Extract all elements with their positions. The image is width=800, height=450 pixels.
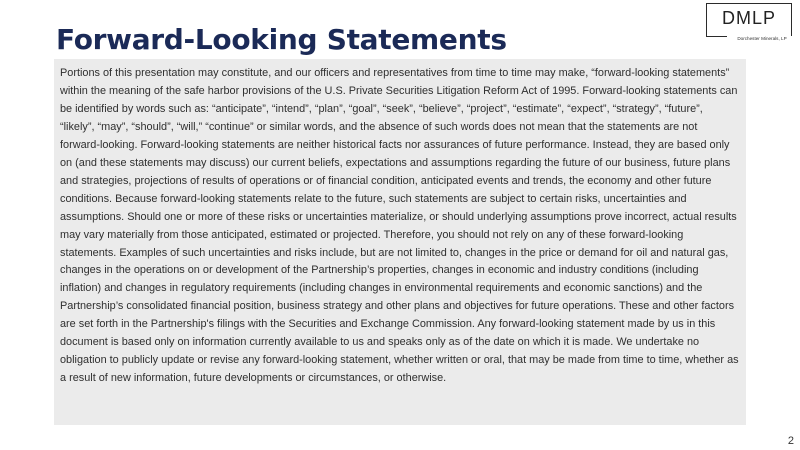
logo-wordmark: DMLP — [721, 8, 776, 28]
logo-subtitle: Dorchester Minerals, LP — [727, 36, 797, 42]
page-title: Forward-Looking Statements — [56, 23, 507, 56]
company-logo — [706, 3, 792, 37]
disclaimer-panel — [54, 59, 746, 425]
disclaimer-text: Portions of this presentation may constitute, and our officers and representatives from time to time may make, “forward-looking statements” within the meaning of the safe harbor provisions of the U.S. Private Securities Litigation Reform Act of 1995. Forward-looking statements can be identified by words such as: “anticipate”, “intend”, “plan”, “goal”, “seek”, “believe”, “project”, “estimate”, “expect”, “strategy”, “future”, “likely”, “may”, “should”, “will,” “continue” or similar words, and the absence of such words does not mean that the statements are not forward-looking. Forward-looking statements are neither historical facts nor assurances of future performance. Instead, they are based only on (and these statements may discuss) our current beliefs, expectations and assumptions regarding the future of our business, future plans and strategies, projections of results of operations or of financial condition, anticipated events and trends, the economy and other future conditions. Because forward-looking statements relate to the future, such statements are subject to certain risks, uncertainties and assumptions. Should one or more of these risks or uncertainties materialize, or should underlying assumptions prove incorrect, actual results may vary materially from those anticipated, estimated or projected. Therefore, you should not rely on any of these forward-looking statements. Examples of such uncertainties and risks include, but are not limited to, changes in the price or demand for oil and natural gas, changes in the operations on or development of the Partnership’s properties, changes in economic and industry conditions (including inflation) and changes in regulatory requirements (including changes in environmental requirements and economic sanctions) and the Partnership’s consolidated financial position, business strategy and other plans and objectives for future operations. These and other factors are set forth in the Partnership's filings with the Securities and Exchange Commission. Any forward-looking statement made by us in this document is based only on information currently available to us and speaks only as of the date on which it is made. We undertake no obligation to publicly update or revise any forward-looking statement, whether written or oral, that may be made from time to time, whether as a result of new information, future developments or circumstances, or otherwise. — [60, 67, 739, 385]
page-number: 2 — [787, 435, 794, 447]
